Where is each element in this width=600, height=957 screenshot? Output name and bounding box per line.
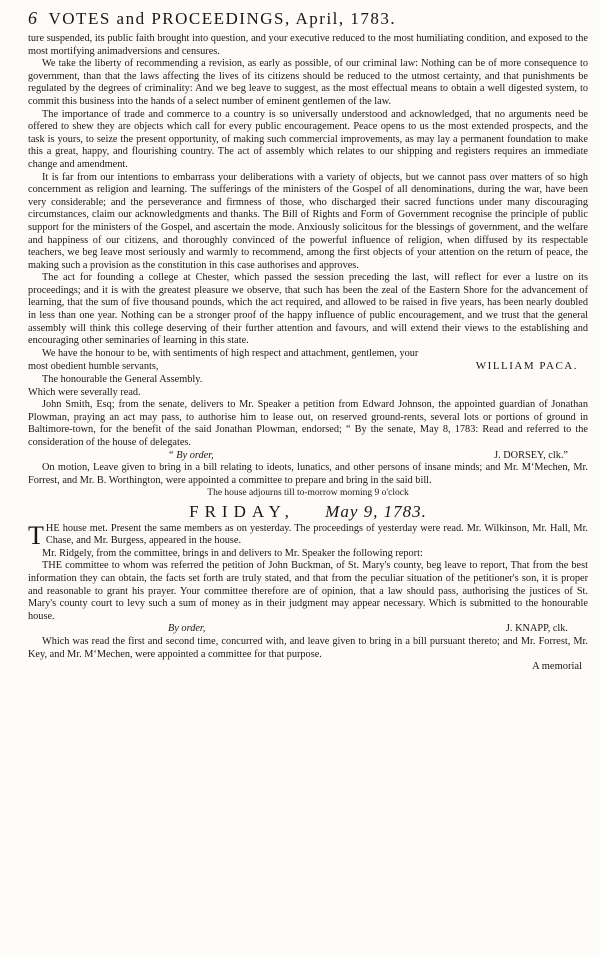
adjourn-line: The house adjourns till to-morrow morning 9 o'clock bbox=[207, 488, 409, 499]
addressee: The honourable the General Assembly. bbox=[42, 374, 203, 386]
paragraph-college-chester: The act for founding a college at Chester, which passed the session preceding the last, will reflect for ever a lustre on its proceedings; and it is with the greatest pleasure we observe, that such has been the zeal of the Eastern Shore for the advancement of learning, that the sum of five thousand pounds, which the act required, and allowed to be raised in five years, has been nearly doubled in less than one year. Nothing can be a stronger proof of the happy influence of public encouragement, and we trust that the general assembly will think this college deserving of their further attention and favours, and will extend their views to the establishing and encouraging other seminaries of learning in this state. bbox=[28, 272, 588, 347]
paragraph-continued: ture suspended, its public faith brought into question, and your executive reduced to the most humiliating condition, and exposed to the most mortifying animadversions and censures. bbox=[28, 33, 588, 57]
paragraph-ridgely: Mr. Ridgely, from the committee, brings in and delivers to Mr. Speaker the following report: bbox=[42, 547, 423, 559]
closing: most obedient humble servants, bbox=[28, 361, 159, 373]
paragraph-motion: On motion, Leave given to bring in a bill relating to ideots, lunatics, and other persons of insane minds; and Mr. M‘Mechen, Mr. Forrest, and Mr. B. Worthington, were appointed a committee to prepare and bring in the said bill. bbox=[28, 462, 588, 486]
by-order-block-1 bbox=[28, 450, 588, 463]
drop-cap: T bbox=[28, 520, 44, 550]
page-number: 6 bbox=[28, 8, 39, 28]
day-heading bbox=[28, 501, 588, 521]
document-body bbox=[28, 33, 588, 674]
read-line: Which were severally read. bbox=[28, 386, 141, 398]
signature: WILLIAM PACA. bbox=[475, 360, 578, 373]
paragraph-trade-commerce: The importance of trade and commerce to a country is so universally understood and acknowledged, that no arguments need be offered to shew they are objects which call for every public encouragement. Peace opens to us the most extended prospects, and the task is yours, to seize the present opportunity, of making such commercial improvements, as may lay a permanent foundation to make this a great, happy, and flourishing country. The act of assembly which relates to our shipping and registers requires an immediate change and amendment. bbox=[28, 108, 588, 170]
by-order-2: By order, bbox=[168, 623, 206, 635]
clerk-2: J. KNAPP, clk. bbox=[505, 623, 568, 635]
day-date: May 9, 1783. bbox=[325, 501, 427, 521]
signoff bbox=[28, 360, 588, 374]
friday-opening-text: HE house met. Present the same members as on yesterday. The proceedings of yesterday were read. Mr. Wilkinson, Mr. Hall, Mr. Chase, and Mr. Burgess, appeared in the house. bbox=[45, 522, 588, 547]
paragraph-petition: John Smith, Esq; from the senate, delivers to Mr. Speaker a petition from Edward Johnson, the appointed guardian of Jonathan Plowman, praying an act may pass, to authorise him to lease out, on reserved ground-rents, several lots or portions of ground in Baltimore-town, for the benefit of the said Jonathan Plowman, endorsed; “ By the senate, May 8, 1783: Read and referred to the consideration of the house of delegates. bbox=[28, 399, 588, 448]
paragraph-religion-learning: It is far from our intentions to embarrass your deliberations with a variety of objects, but we cannot pass over matters of so high concernment as religion and learning. The sufferings of the ministers of the Gospel of all denominations, during the war, have been very considerable; and the perseverance and firmness of those, who discharged their sacred functions under many discouraging circumstances, claim our acknowledgments and thanks. The Bill of Rights and Form of Government recognise the principle of public support for the ministers of the Gospel, and ascertain the mode. Anxiously solicitous for the blessings of government, and the welfare and happiness of our citizens, and thoroughly convinced of the powerful influence of religion, when diffused by its respectable teachers, we beg leave most seriously and warmly to recommend, among the first objects of your attention on the return of peace, the making such a provision as the constitution in this case authorises and approves. bbox=[28, 171, 588, 271]
paragraph-criminal-law: We take the liberty of recommending a revision, as early as possible, of our criminal law: Nothing can be of more consequence to government, than that the laws affecting the lives of its citizens should be reduced to the utmost certainty, and that punishments be regulated by the degrees of criminality: And we beg leave to suggest, as the most effectual means to obtain a well digested system, to commit this business into the hands of a select number of eminent gentlemen of the law. bbox=[28, 58, 588, 107]
by-order-block-2 bbox=[28, 623, 588, 636]
paragraph-final: Which was read the first and second time, concurred with, and leave given to bring in a bill pursuant thereto; and Mr. Forrest, Mr. Key, and Mr. M‘Mechen, were appointed a committee for that purpose. bbox=[28, 635, 588, 660]
paragraph-report: THE committee to whom was referred the petition of John Buckman, of St. Mary's county, beg leave to report, That from the best information they can obtain, the facts set forth are truly stated, and that from the peculiar situation of the petitioner's son, it is proper and reasonable to grant his prayer. Your committee therefore are of opinion, that a law should pass, authorising the justices of St. Mary's county court to levy such a sum of money as in their judgment may appear necessary. Which is submitted to the honourable house. bbox=[28, 560, 588, 622]
by-order-1: “ By order, bbox=[168, 449, 214, 461]
page-header bbox=[28, 8, 588, 29]
paragraph-friday-opening bbox=[28, 520, 588, 550]
day-name: FRIDAY, bbox=[189, 501, 295, 521]
clerk-1: J. DORSEY, clk.” bbox=[494, 449, 568, 461]
catchword: A memorial bbox=[532, 661, 582, 673]
running-title: VOTES and PROCEEDINGS, April, 1783. bbox=[48, 9, 397, 28]
paragraph-honour: We have the honour to be, with sentiments of high respect and attachment, gentlemen, your bbox=[42, 347, 419, 359]
